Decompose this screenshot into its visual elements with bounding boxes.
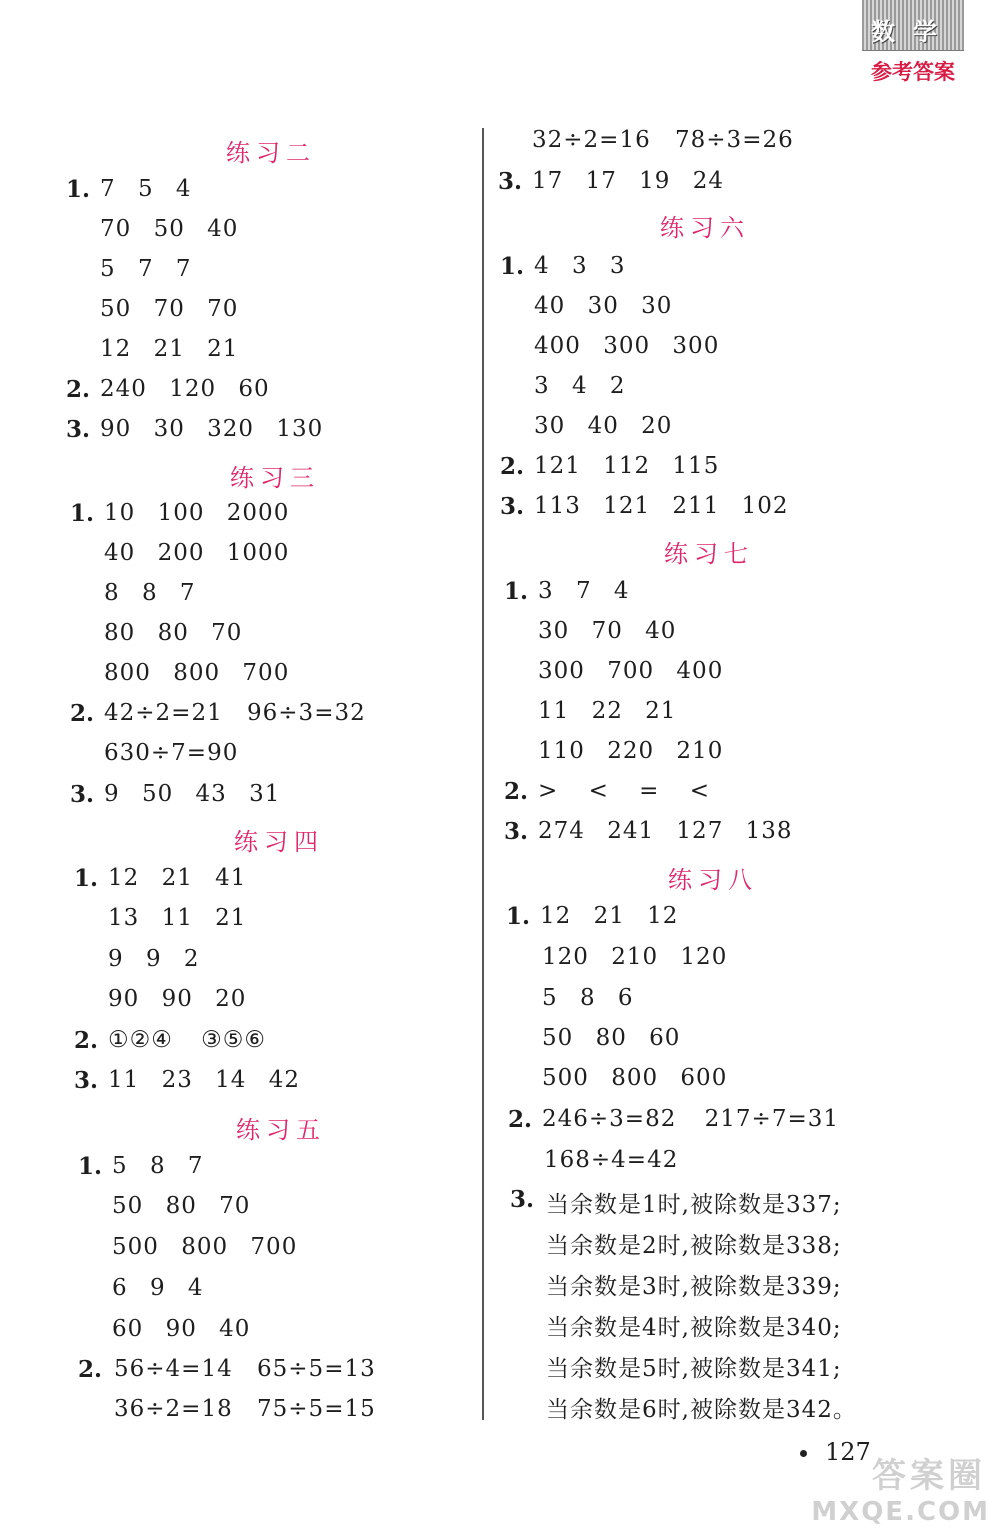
- answer-line: 12 21 41: [108, 865, 247, 891]
- question-number: 3.: [66, 416, 91, 443]
- answer-line: 56÷4=14 65÷5=13: [114, 1356, 376, 1382]
- answer-line: 5 8 6: [542, 985, 634, 1011]
- watermark-logo: 答案圈: [872, 1456, 986, 1496]
- question-number: 1.: [66, 176, 91, 203]
- page-number-text: 127: [825, 1438, 871, 1466]
- answer-line: 4 3 3: [534, 253, 626, 279]
- question-number: 2.: [66, 376, 91, 403]
- section-title: 练习五: [236, 1116, 326, 1144]
- answer-line: 50 80 60: [542, 1025, 681, 1051]
- column-divider: [482, 128, 484, 1420]
- left-column: [0, 0, 470, 1535]
- question-number: 1.: [74, 865, 99, 892]
- bullet-icon: [800, 1450, 807, 1457]
- answer-line: 121 112 115: [534, 453, 720, 479]
- answer-line: 42÷2=21 96÷3=32: [104, 700, 366, 726]
- answer-line: 50 80 70: [112, 1193, 251, 1219]
- answer-line: 当余数是4时,被除数是340;: [546, 1315, 842, 1341]
- section-title: 练习七: [664, 540, 754, 568]
- answer-line: 9 50 43 31: [104, 781, 281, 807]
- answer-line: 17 17 19 24: [532, 168, 724, 194]
- question-number: 3.: [74, 1067, 99, 1094]
- answer-line: 6 9 4: [112, 1275, 204, 1301]
- section-title: 练习三: [230, 464, 320, 492]
- subject-label: 数学: [871, 18, 955, 46]
- answer-line: 630÷7=90: [104, 740, 239, 766]
- answer-line: > < = <: [538, 778, 711, 804]
- answer-line: 274 241 127 138: [538, 818, 793, 844]
- answer-line: 当余数是2时,被除数是338;: [546, 1233, 842, 1259]
- answer-line: 11 22 21: [538, 698, 677, 724]
- answer-line: 70 50 40: [100, 216, 239, 242]
- answer-line: ①②④ ③⑤⑥: [108, 1027, 267, 1053]
- answer-line: 当余数是5时,被除数是341;: [546, 1356, 842, 1382]
- answer-line: 246÷3=82 217÷7=31: [542, 1106, 839, 1132]
- question-number: 3.: [498, 168, 523, 195]
- question-number: 3.: [504, 818, 529, 845]
- answer-line: 30 70 40: [538, 618, 677, 644]
- watermark-site: MXQE.COM: [811, 1497, 990, 1527]
- answer-line: 5 8 7: [112, 1153, 204, 1179]
- answer-line: 12 21 21: [100, 336, 239, 362]
- answer-line: 40 200 1000: [104, 540, 290, 566]
- section-title: 练习四: [234, 828, 324, 856]
- answer-line: 当余数是1时,被除数是337;: [546, 1192, 842, 1218]
- answer-key-label: 参考答案: [871, 60, 955, 84]
- answer-line: 50 70 70: [100, 296, 239, 322]
- question-number: 2.: [70, 700, 95, 727]
- question-number: 3.: [510, 1186, 535, 1213]
- question-number: 1.: [78, 1153, 103, 1180]
- answer-line: 110 220 210: [538, 738, 724, 764]
- question-number: 1.: [504, 578, 529, 605]
- answer-line: 500 800 600: [542, 1065, 728, 1091]
- answer-line: 80 80 70: [104, 620, 243, 646]
- question-number: 2.: [500, 453, 525, 480]
- question-number: 3.: [500, 493, 525, 520]
- answer-line: 500 800 700: [112, 1234, 298, 1260]
- answer-line: 13 11 21: [108, 905, 247, 931]
- question-number: 2.: [74, 1027, 99, 1054]
- answer-line: 60 90 40: [112, 1316, 251, 1342]
- answer-line: 40 30 30: [534, 293, 673, 319]
- page-number: [800, 1438, 871, 1466]
- question-number: 1.: [506, 903, 531, 930]
- answer-line: 8 8 7: [104, 580, 196, 606]
- section-title: 练习二: [226, 139, 316, 167]
- answer-line: 9 9 2: [108, 946, 200, 972]
- right-column: [492, 0, 982, 1535]
- answer-line: 120 210 120: [542, 944, 728, 970]
- answer-line: 800 800 700: [104, 660, 290, 686]
- section-title: 练习八: [668, 866, 758, 894]
- section-title: 练习六: [660, 214, 750, 242]
- answer-line: 90 90 20: [108, 986, 247, 1012]
- answer-line: 113 121 211 102: [534, 493, 789, 519]
- answer-line: 400 300 300: [534, 333, 720, 359]
- answer-line: 30 40 20: [534, 413, 673, 439]
- answer-line: 当余数是3时,被除数是339;: [546, 1274, 842, 1300]
- answer-line: 7 5 4: [100, 176, 192, 202]
- answer-line: 90 30 320 130: [100, 416, 324, 442]
- answer-line: 3 7 4: [538, 578, 630, 604]
- question-number: 3.: [70, 781, 95, 808]
- question-number: 1.: [70, 500, 95, 527]
- answer-line: 当余数是6时,被除数是342。: [546, 1397, 857, 1423]
- answer-line: 168÷4=42: [544, 1147, 679, 1173]
- answer-line: 11 23 14 42: [108, 1067, 300, 1093]
- answer-line: 300 700 400: [538, 658, 724, 684]
- question-number: 2.: [78, 1356, 103, 1383]
- answer-line: 5 7 7: [100, 256, 192, 282]
- answer-line: 10 100 2000: [104, 500, 290, 526]
- answer-line: 240 120 60: [100, 376, 270, 402]
- question-number: 2.: [504, 778, 529, 805]
- answer-line: 12 21 12: [540, 903, 679, 929]
- question-number: 2.: [508, 1106, 533, 1133]
- answer-line: 36÷2=18 75÷5=15: [114, 1396, 376, 1422]
- answer-line: 3 4 2: [534, 373, 626, 399]
- question-number: 1.: [500, 253, 525, 280]
- answer-line: 32÷2=16 78÷3=26: [532, 127, 794, 153]
